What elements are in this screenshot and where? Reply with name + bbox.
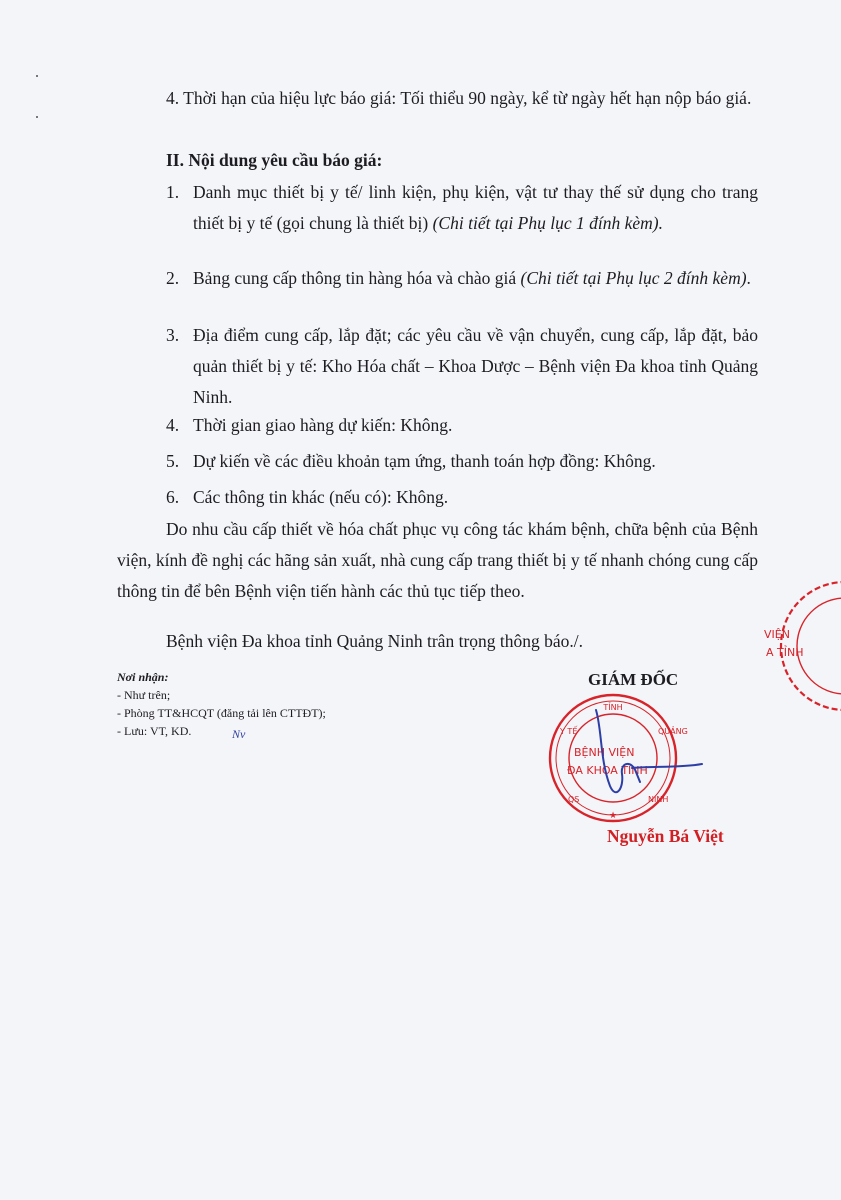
- recipients-title: Nơi nhận:: [117, 670, 169, 684]
- item-tail: .: [746, 268, 751, 288]
- svg-text:★: ★: [609, 811, 618, 821]
- svg-text:QS: QS: [568, 795, 580, 804]
- signer-name: Nguyễn Bá Việt: [607, 826, 724, 846]
- item-text: Danh mục thiết bị y tế/ linh kiện, phụ kiện, vật tư thay thế sử dụng cho trang thiết bị y tế (gọi chung là thiết bị): [193, 182, 758, 233]
- item-number: 6.: [166, 487, 180, 507]
- svg-text:VIỆN: VIỆN: [764, 628, 790, 641]
- item-text: Địa điểm cung cấp, lắp đặt; các yêu cầu về vận chuyển, cung cấp, lắp đặt, bảo quản thiết bị y tế: Kho Hóa chất – Khoa Dược – Bệnh viện Đa khoa tỉnh Quảng Ninh.: [193, 325, 758, 407]
- svg-text:TỈNH: TỈNH: [603, 703, 623, 712]
- list-item: [166, 177, 758, 239]
- scan-speck: [36, 116, 38, 118]
- closing-paragraph: Bệnh viện Đa khoa tỉnh Quảng Ninh trân trọng thông báo./.: [166, 631, 584, 651]
- svg-text:QUẢNG: QUẢNG: [658, 727, 688, 736]
- list-item: [166, 446, 758, 477]
- stamp-inner-line2: ĐA KHOA TỈNH: [567, 764, 648, 777]
- svg-text:A TỈNH: A TỈNH: [766, 646, 804, 659]
- item-number: 2.: [166, 268, 180, 288]
- item-text: Dự kiến về các điều khoản tạm ứng, thanh toán hợp đồng: Không.: [193, 451, 656, 471]
- recipient-line: - Phòng TT&HCQT (đăng tải lên CTTĐT);: [117, 706, 326, 720]
- section-heading: II. Nội dung yêu cầu báo giá:: [166, 150, 383, 170]
- item-note: (Chi tiết tại Phụ lục 1 đính kèm).: [432, 213, 663, 233]
- item-number: 3.: [166, 325, 180, 345]
- list-item: [166, 410, 758, 441]
- item-number: 5.: [166, 451, 180, 471]
- list-item: [166, 482, 758, 513]
- recipient-line: - Như trên;: [117, 688, 171, 702]
- item-number: 4.: [166, 415, 180, 435]
- stamp-inner-line1: BỆNH VIỆN: [574, 746, 635, 759]
- list-item: [166, 320, 758, 413]
- partial-stamp-seal: [750, 578, 841, 714]
- signature-title: GIÁM ĐỐC: [588, 670, 679, 689]
- handwritten-initial: Nv: [232, 727, 246, 741]
- scan-speck: [36, 75, 38, 77]
- item-text: Thời gian giao hàng dự kiến: Không.: [193, 415, 453, 435]
- svg-text:NINH: NINH: [648, 795, 669, 804]
- validity-paragraph: 4. Thời hạn của hiệu lực báo giá: Tối thiểu 90 ngày, kể từ ngày hết hạn nộp báo giá.: [166, 88, 752, 108]
- official-stamp-seal: [540, 690, 710, 830]
- svg-text:Y TẾ: Y TẾ: [560, 727, 578, 736]
- item-text: Các thông tin khác (nếu có): Không.: [193, 487, 449, 507]
- recipients-block: [117, 668, 326, 740]
- list-item: [166, 263, 758, 294]
- item-note: (Chi tiết tại Phụ lục 2 đính kèm): [520, 268, 747, 288]
- request-paragraph: Do nhu cầu cấp thiết về hóa chất phục vụ công tác khám bệnh, chữa bệnh của Bệnh viện, kính đề nghị các hãng sản xuất, nhà cung cấp trang thiết bị y tế nhanh chóng cung cấp thông tin để bên Bệnh viện tiến hành các thủ tục tiếp theo.: [117, 519, 758, 601]
- item-number: 1.: [166, 182, 180, 202]
- item-text: Bảng cung cấp thông tin hàng hóa và chào giá: [193, 268, 521, 288]
- recipient-line: - Lưu: VT, KD.: [117, 724, 192, 738]
